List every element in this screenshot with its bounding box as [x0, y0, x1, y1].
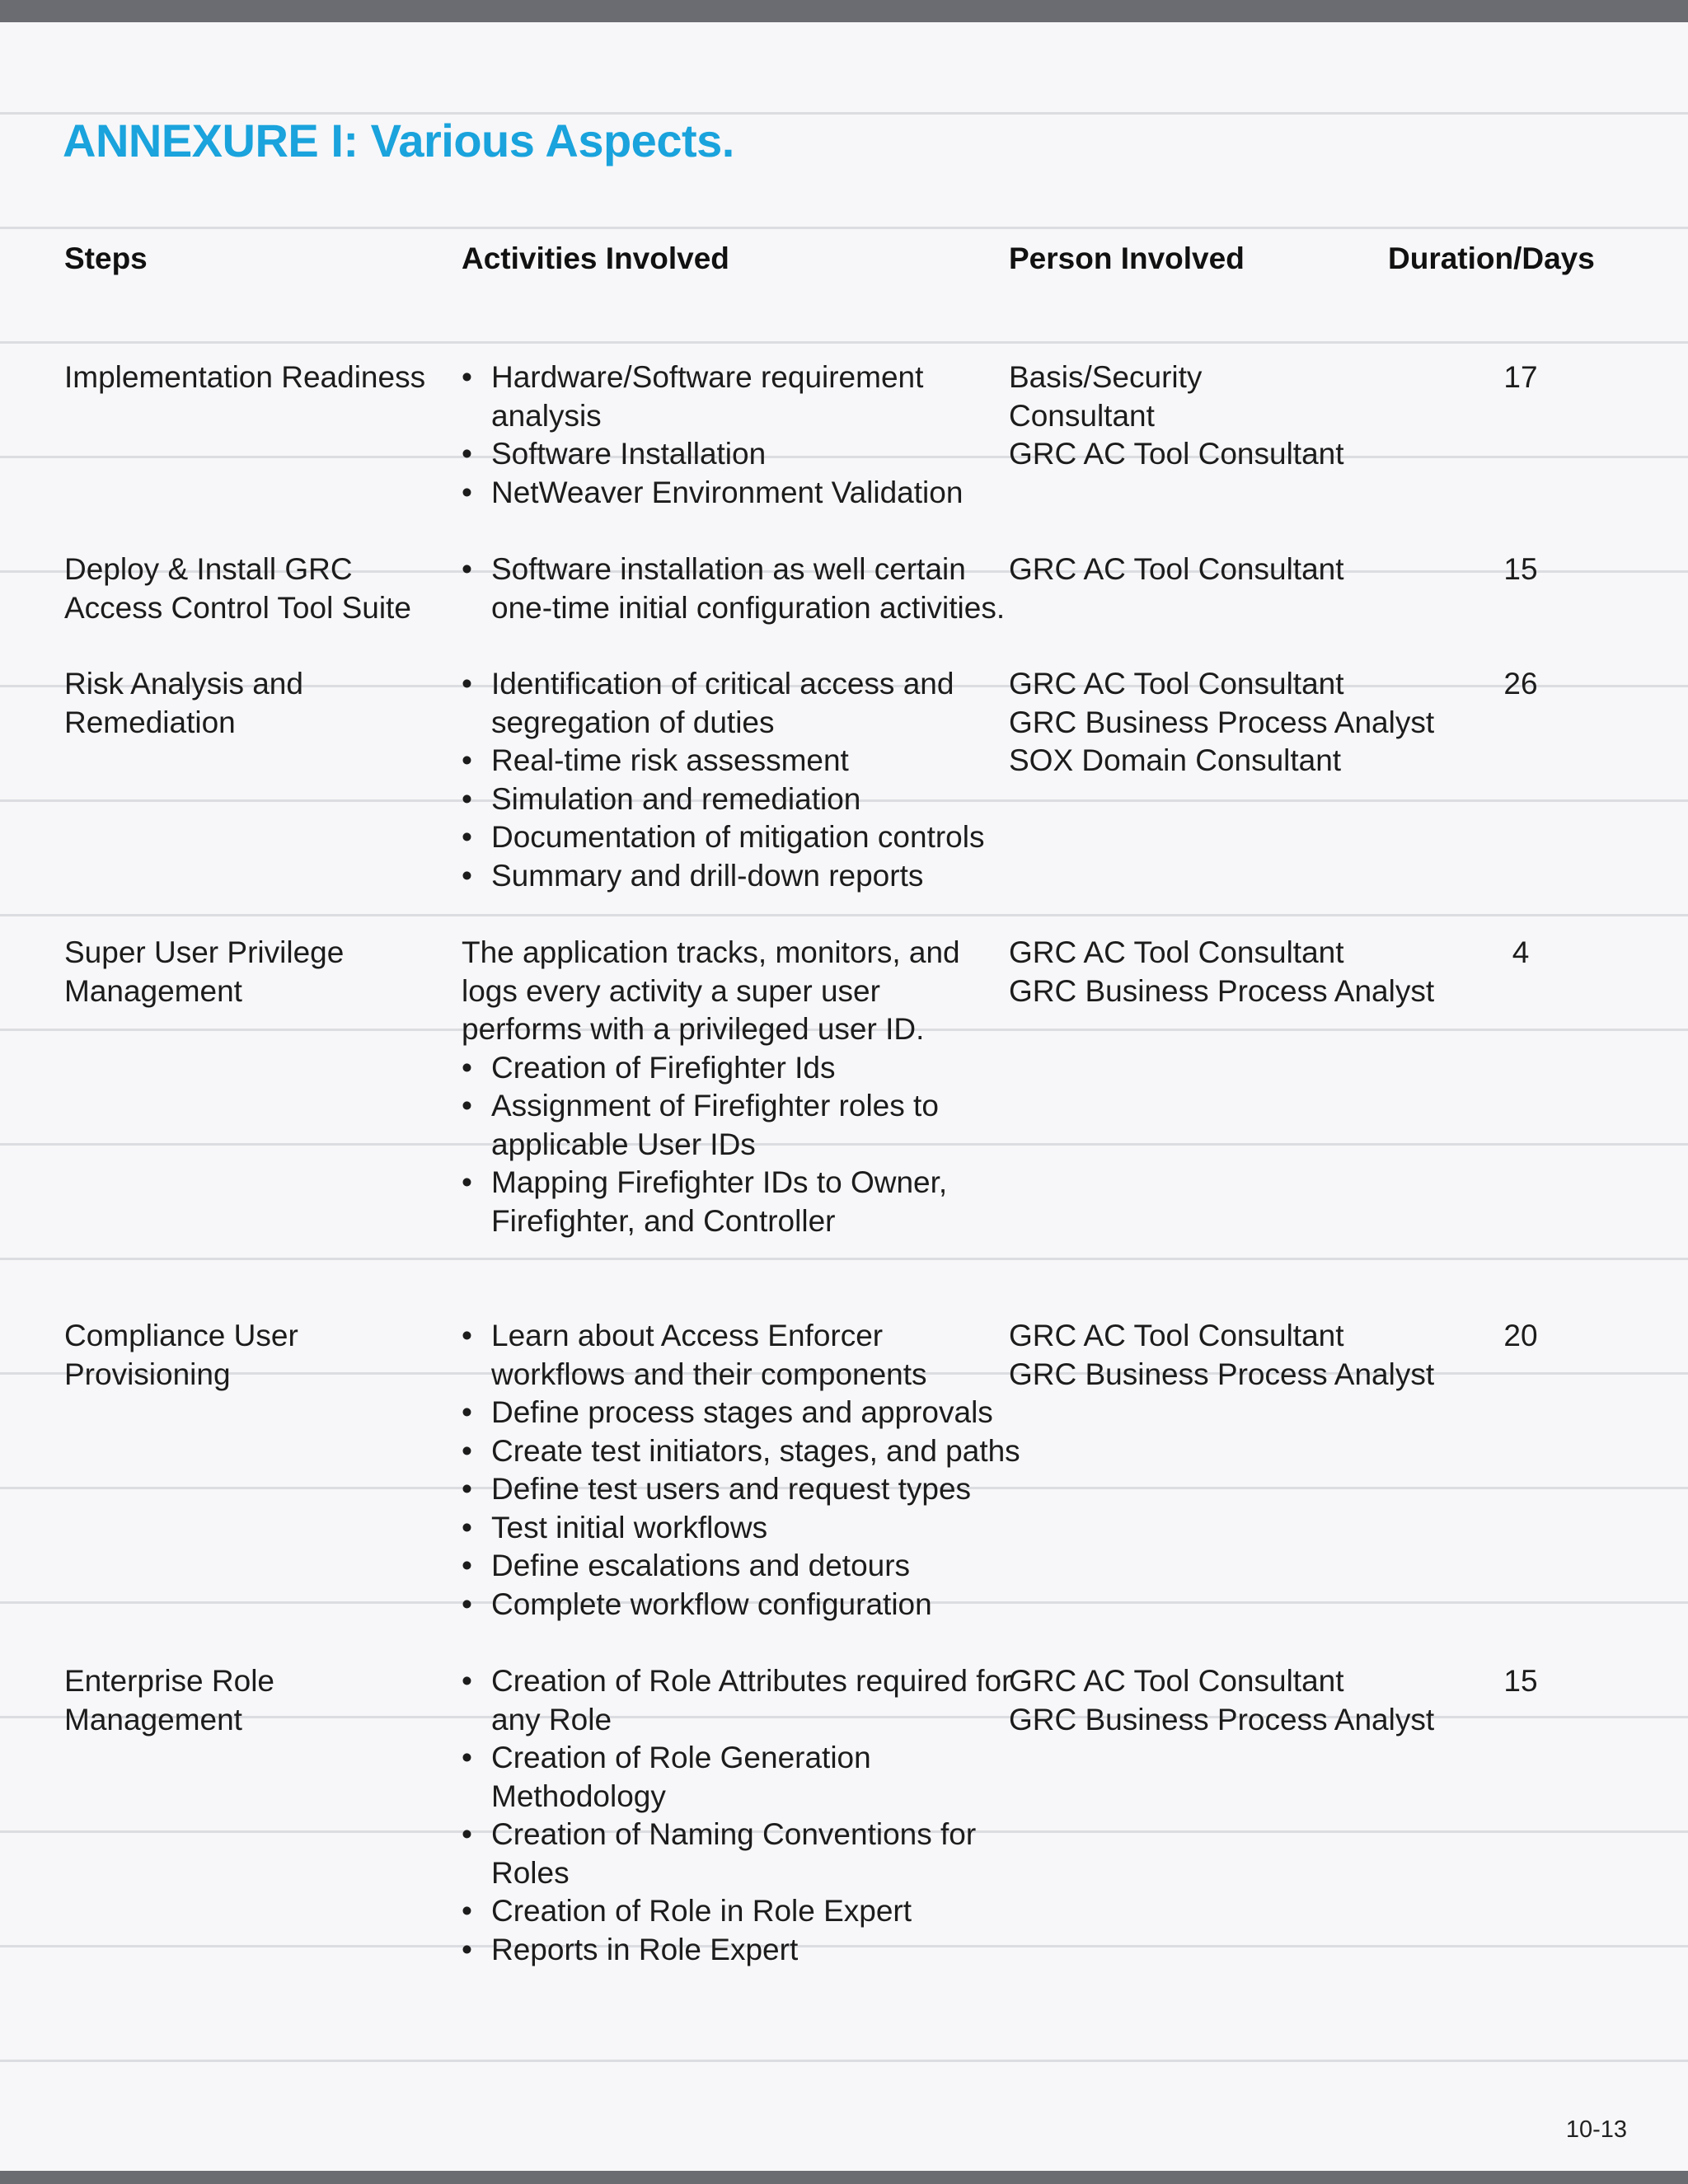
person-name: GRC AC Tool Consultant [1009, 1664, 1344, 1698]
persons-cell [1009, 934, 1503, 1010]
persons-cell [1009, 665, 1503, 780]
duration-value: 20 [1503, 1319, 1538, 1352]
column-header-duration: Duration/Days [1388, 241, 1595, 275]
activity-item: • Reports in Role Expert [462, 1931, 1022, 1970]
activities-cell [462, 934, 1022, 1240]
person-name: GRC Business Process Analyst [1009, 973, 1435, 1008]
column-header-steps: Steps [64, 241, 148, 275]
person-name: GRC AC Tool Consultant [1009, 667, 1344, 701]
activity-item: • Summary and drill-down reports [462, 857, 1022, 896]
activities-list [462, 359, 1022, 512]
activity-item: • Creation of Role Generation Methodology [462, 1739, 920, 1816]
activity-item: • NetWeaver Environment Validation [462, 474, 1022, 513]
person-name: GRC AC Tool Consultant [1009, 552, 1344, 586]
person-name: GRC Business Process Analyst [1009, 1702, 1435, 1736]
page-number: 10-13 [1565, 2116, 1627, 2143]
step-name: Super User Privilege Management [64, 935, 345, 1008]
activities-cell [462, 551, 1022, 627]
activity-item: • Documentation of mitigation controls [462, 818, 1022, 857]
activity-item: • Create test initiators, stages, and paths [462, 1432, 1022, 1471]
step-name: Risk Analysis and Remediation [64, 667, 303, 739]
person-name: GRC Business Process Analyst [1009, 1357, 1435, 1391]
activities-list [462, 1317, 1022, 1624]
activities-cell [462, 665, 1022, 895]
duration-value: 4 [1512, 935, 1530, 969]
activities-cell [462, 359, 1022, 512]
activity-item: • Software Installation [462, 435, 1022, 474]
activity-item: • Identification of critical access and segregation of duties [462, 665, 1002, 742]
activities-list [462, 1662, 1022, 1969]
step-name: Implementation Readiness [64, 360, 426, 394]
person-name: SOX Domain Consultant [1009, 743, 1342, 777]
activity-item: • Creation of Role in Role Expert [462, 1892, 1022, 1931]
page-title: ANNEXURE I: Various Aspects. [63, 115, 734, 166]
column-header-person: Person Involved [1009, 241, 1245, 275]
person-name: GRC Business Process Analyst [1009, 705, 1435, 739]
person-name: GRC AC Tool Consultant [1009, 437, 1344, 471]
activity-item: • Software installation as well certain one-time initial configuration activities. [462, 551, 1010, 627]
activities-cell [462, 1317, 1022, 1624]
activity-item: • Complete workflow configuration [462, 1586, 1022, 1624]
activity-item: • Define test users and request types [462, 1470, 1022, 1509]
activities-intro: The application tracks, monitors, and logs every activity a super user performs with a privileged user ID. [462, 935, 960, 1046]
top-border-bar [0, 0, 1688, 22]
step-name: Enterprise Role Management [64, 1664, 275, 1736]
duration-value: 15 [1503, 552, 1538, 586]
activities-cell [462, 1662, 1022, 1969]
persons-cell [1009, 1317, 1503, 1394]
activity-item: • Test initial workflows [462, 1509, 1022, 1548]
activities-list [462, 551, 1022, 627]
activity-item: • Creation of Role Attributes required for any Role [462, 1662, 1019, 1739]
activity-item: • Hardware/Software requirement analysis [462, 359, 1022, 435]
activity-item: • Define escalations and detours [462, 1547, 1022, 1586]
persons-cell [1009, 551, 1503, 589]
activities-list [462, 665, 1022, 895]
bottom-border-bar [0, 2171, 1688, 2184]
column-header-activities: Activities Involved [462, 241, 729, 275]
activity-item: • Creation of Naming Conventions for Roles [462, 1816, 1019, 1892]
person-name: Basis/Security Consultant [1009, 360, 1203, 433]
persons-cell [1009, 1662, 1503, 1739]
activity-item: • Simulation and remediation [462, 780, 1022, 819]
activity-item: • Mapping Firefighter IDs to Owner, Firefighter, and Controller [462, 1164, 994, 1240]
activity-item: • Real-time risk assessment [462, 742, 1022, 780]
activity-item: • Learn about Access Enforcer workflows and their components [462, 1317, 978, 1394]
activities-list [462, 1049, 1022, 1241]
activity-item: • Define process stages and approvals [462, 1394, 1022, 1432]
duration-value: 15 [1503, 1664, 1538, 1698]
person-name: GRC AC Tool Consultant [1009, 1319, 1344, 1352]
person-name: GRC AC Tool Consultant [1009, 935, 1344, 969]
step-name: Compliance User Provisioning [64, 1319, 298, 1391]
duration-value: 17 [1503, 360, 1538, 394]
step-name: Deploy & Install GRC Access Control Tool Suite [64, 552, 411, 625]
persons-cell [1009, 359, 1344, 474]
activity-item: • Creation of Firefighter Ids [462, 1049, 1022, 1088]
duration-value: 26 [1503, 667, 1538, 701]
activity-item: • Assignment of Firefighter roles to applicable User IDs [462, 1087, 994, 1164]
